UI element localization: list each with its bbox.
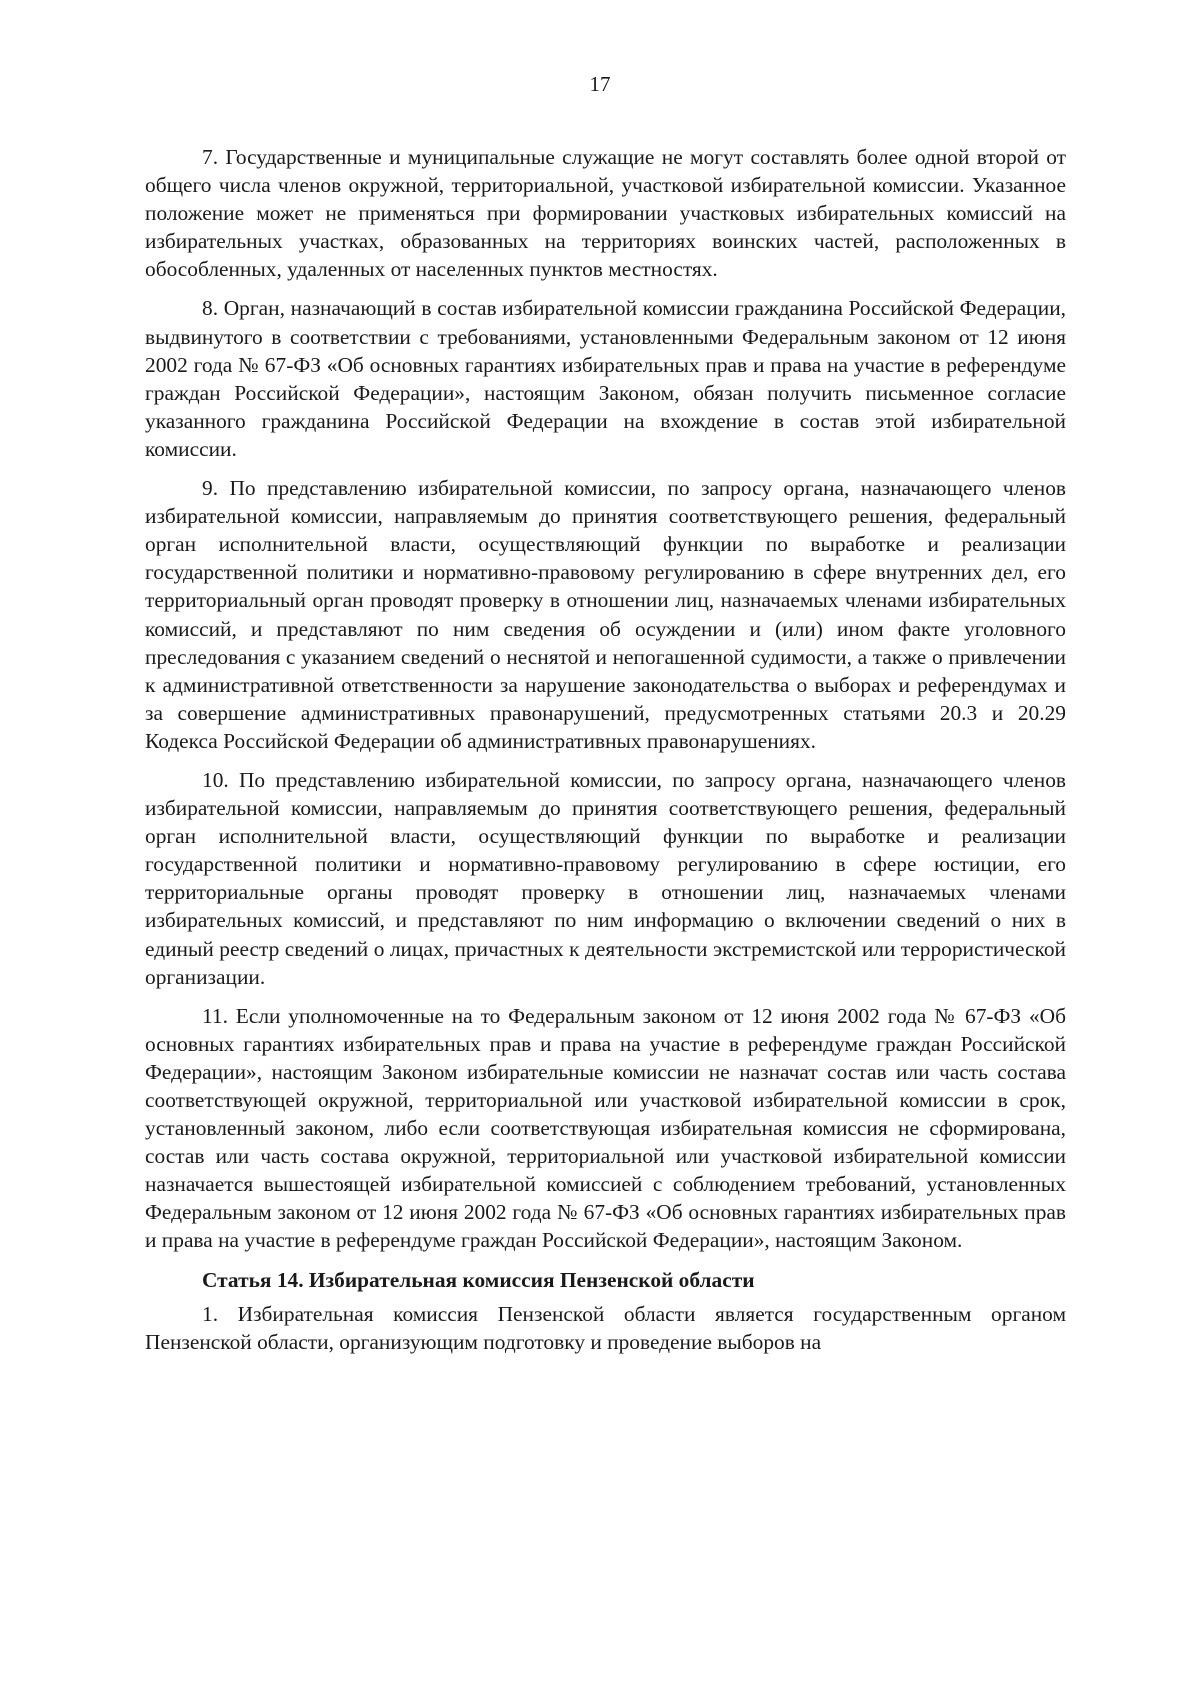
article-heading: Статья 14. Избирательная комиссия Пензенской области bbox=[202, 1267, 755, 1292]
paragraph-7: 7. Государственные и муниципальные служащие не могут составлять более одной второй от общего числа членов окружной, территориальной, участковой избирательной комиссии. Указанное положение может не применяться при формировании участковых избирательных комиссий на избирательных участках, образованных на территориях воинских частей, расположенных в обособленных, удаленных от населенных пунктов местностях. bbox=[145, 145, 1066, 282]
document-body bbox=[145, 143, 1066, 1367]
page-number: 17 bbox=[589, 72, 611, 96]
paragraph-8: 8. Орган, назначающий в состав избирательной комиссии гражданина Российской Федерации, выдвинутого в соответствии с требованиями, установленными Федеральным законом от 12 июня 2002 года № 67-ФЗ «Об основных гарантиях избирательных прав и права на участие в референдуме граждан Российской Федерации», настоящим Законом, обязан получить письменное согласие указанного гражданина Российской Федерации на вхождение в состав этой избирательной комиссии. bbox=[145, 296, 1066, 461]
paragraph-11: 11. Если уполномоченные на то Федеральным законом от 12 июня 2002 года № 67-ФЗ «Об основных гарантиях избирательных прав и права на участие в референдуме граждан Российской Федерации», настоящим Законом избирательные комиссии не назначат состав или часть состава соответствующей окружной, территориальной или участковой избирательной комиссии в срок, установленный законом, либо если соответствующая избирательная комиссия не сформирована, состав или часть состава окружной, территориальной или участковой избирательной комиссии назначается вышестоящей избирательной комиссией с соблюдением требований, установленных Федеральным законом от 12 июня 2002 года № 67-ФЗ «Об основных гарантиях избирательных прав и права на участие в референдуме граждан Российской Федерации», настоящим Законом. bbox=[145, 1003, 1066, 1253]
paragraph-10: 10. По представлению избирательной комиссии, по запросу органа, назначающего членов избирательной комиссии, направляемым до принятия соответствующего решения, федеральный орган исполнительной власти, осуществляющий функции по выработке и реализации государственной политики и нормативно-правовому регулированию в сфере юстиции, его территориальные органы проводят проверку в отношении лиц, назначаемых членами избирательных комиссий, и представляют по ним информацию о включении сведений о них в единый реестр сведений о лицах, причастных к деятельности экстремистской или террористической организации. bbox=[145, 767, 1066, 989]
paragraph-9: 9. По представлению избирательной комиссии, по запросу органа, назначающего членов избирательной комиссии, направляемым до принятия соответствующего решения, федеральный орган исполнительной власти, осуществляющий функции по выработке и реализации государственной политики и нормативно-правовому регулированию в сфере внутренних дел, его территориальный орган проводят проверку в отношении лиц, назначаемых членами избирательных комиссий, и представляют по ним сведения об осуждении и (или) ином факте уголовного преследования с указанием сведений о неснятой и непогашенной судимости, а также о привлечении к административной ответственности за нарушение законодательства о выборах и референдумах и за совершение административных правонарушений, предусмотренных статьями 20.3 и 20.29 Кодекса Российской Федерации об административных правонарушениях. bbox=[145, 476, 1066, 753]
article-paragraph-1: 1. Избирательная комиссия Пензенской области является государственным органом Пензенской области, организующим подготовку и проведение выборов на bbox=[145, 1301, 1066, 1354]
